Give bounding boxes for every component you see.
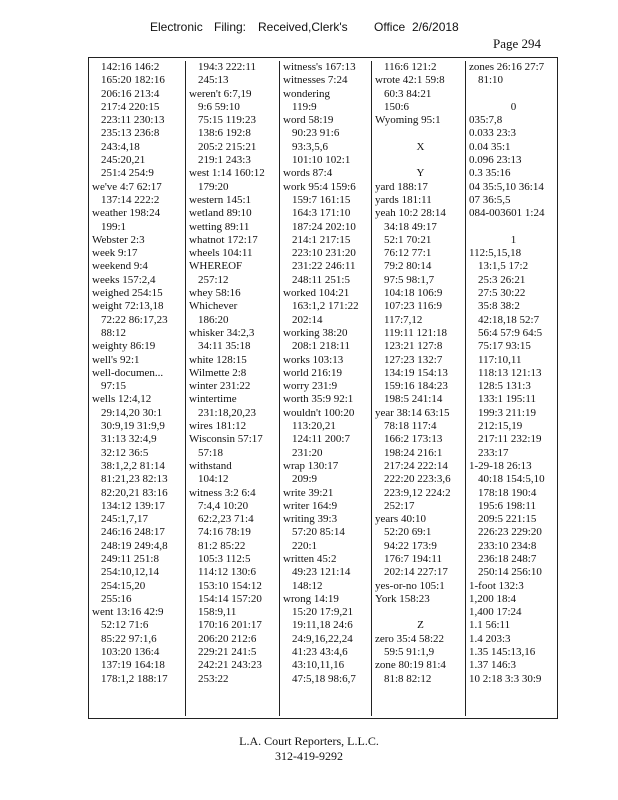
index-entry: world 216:19 — [283, 366, 342, 379]
index-entry: work 95:4 159:6 — [283, 180, 356, 193]
index-entry: 116:6 121:2 — [384, 61, 437, 73]
index-entry: 229:21 241:5 — [198, 646, 257, 659]
index-entry: 245:13 — [198, 74, 229, 87]
index-entry: 231:18,20,23 — [198, 406, 257, 419]
index-entry: 81:8 82:12 — [384, 672, 432, 685]
index-entry: 114:12 130:6 — [198, 566, 256, 579]
index-entry: witness's 167:13 — [283, 61, 356, 73]
index-entry: York 158:23 — [375, 592, 430, 605]
index-entry: wrap 130:17 — [283, 459, 339, 472]
index-entry: 94:22 173:9 — [384, 539, 437, 552]
index-entry: 170:16 201:17 — [198, 619, 262, 632]
index-entry: 93:3,5,6 — [292, 140, 329, 153]
index-entry: weekend 9:4 — [92, 260, 148, 273]
index-entry: 1.4 203:3 — [469, 632, 511, 645]
index-entry — [372, 606, 466, 619]
index-entry: 29:14,20 30:1 — [101, 406, 163, 419]
index-entry: 88:12 — [101, 326, 127, 339]
index-entry: 226:23 229:20 — [478, 526, 542, 539]
index-entry: 103:20 136:4 — [101, 646, 160, 659]
index-entry: 199:3 211:19 — [478, 406, 536, 419]
index-entry: 40:18 154:5,10 — [478, 473, 545, 486]
index-entry: 233:10 234:8 — [478, 539, 537, 552]
index-entry: 154:14 157:20 — [198, 592, 262, 605]
index-entry: 52:20 69:1 — [384, 526, 432, 539]
index-entry: 75:17 93:15 — [478, 340, 531, 353]
index-entry — [372, 154, 466, 167]
index-entry: 242:21 243:23 — [198, 659, 262, 672]
index-entry: 27:5 30:22 — [478, 287, 526, 300]
index-entry: 72:22 86:17,23 — [101, 313, 168, 326]
index-entry: went 13:16 42:9 — [92, 606, 164, 619]
section-letter: Z — [417, 619, 424, 632]
index-entry: 235:13 236:8 — [101, 127, 160, 140]
index-entry: 194:3 222:11 — [198, 61, 256, 73]
section-letter: 0 — [510, 100, 517, 113]
index-entry: Wilmette 2:8 — [189, 366, 247, 379]
index-entry: worth 35:9 92:1 — [283, 393, 354, 406]
index-entry: 084-003601 1:24 — [469, 207, 545, 220]
index-entry: 119:11 121:18 — [384, 326, 448, 339]
index-entry: 219:1 243:3 — [198, 154, 251, 167]
index-entry: 159:7 161:15 — [292, 193, 351, 206]
index-entry: Wyoming 95:1 — [375, 114, 441, 127]
index-entry: 223:10 231:20 — [292, 247, 356, 260]
index-entry: 81:10 — [478, 74, 504, 87]
index-entry: wheels 104:11 — [189, 247, 253, 260]
index-entry: Whichever — [189, 300, 238, 313]
section-letter: X — [416, 140, 425, 153]
index-entry: 243:4,18 — [101, 140, 140, 153]
index-entry: 105:3 112:5 — [198, 552, 251, 565]
index-entry: 124:11 200:7 — [292, 433, 350, 446]
index-entry: years 40:10 — [375, 513, 427, 526]
index-entry: wrote 42:1 59:8 — [375, 74, 445, 87]
index-entry: zone 80:19 81:4 — [375, 659, 446, 672]
index-entry: 137:19 164:18 — [101, 659, 165, 672]
index-entry: whatnot 172:17 — [189, 233, 258, 246]
index-entry: 166:2 173:13 — [384, 433, 443, 446]
index-entry: 248:19 249:4,8 — [101, 539, 168, 552]
index-entry: 9:6 59:10 — [198, 100, 240, 113]
index-entry: 208:1 218:11 — [292, 340, 350, 353]
index-entry: 245:20,21 — [101, 154, 146, 167]
index-entry: 52:1 70:21 — [384, 233, 432, 246]
index-entry: 202:14 — [292, 313, 323, 326]
index-entry: zones 26:16 27:7 — [469, 61, 545, 73]
index-entry: well-documen... — [92, 366, 164, 379]
index-entry: 1,200 18:4 — [469, 592, 517, 605]
index-entry: 118:13 121:13 — [478, 366, 542, 379]
index-entry: 205:2 215:21 — [198, 140, 257, 153]
header-filing: Filing: — [214, 20, 247, 34]
index-entry: 57:18 — [198, 446, 224, 459]
index-entry: weighty 86:19 — [92, 340, 156, 353]
index-entry: 257:12 — [198, 273, 229, 286]
index-entry: 220:1 — [292, 539, 318, 552]
index-entry: 134:19 154:13 — [384, 366, 448, 379]
index-entry: 148:12 — [292, 579, 323, 592]
index-entry: 24:9,16,22,24 — [292, 632, 353, 645]
index-entry: week 9:17 — [92, 247, 138, 260]
index-entry: 128:5 131:3 — [478, 380, 531, 393]
footer-company: L.A. Court Reporters, L.L.C. — [239, 734, 379, 748]
index-entry: wetting 89:11 — [189, 220, 250, 233]
index-entry: 253:22 — [198, 672, 229, 685]
index-entry — [466, 221, 558, 234]
index-entry: 59:5 91:1,9 — [384, 646, 435, 659]
index-entry: 165:20 182:16 — [101, 74, 165, 87]
index-entry: 176:7 194:11 — [384, 552, 442, 565]
index-entry: 49:23 121:14 — [292, 566, 351, 579]
index-entry: 25:3 26:21 — [478, 273, 526, 286]
index-entry — [372, 127, 466, 140]
index-table — [88, 57, 558, 719]
index-entry: 231:20 — [292, 446, 323, 459]
index-entry: 254:15,20 — [101, 579, 146, 592]
index-entry: 107:23 116:9 — [384, 300, 442, 313]
index-entry: 112:5,15,18 — [469, 247, 522, 260]
index-entry: whey 58:16 — [189, 287, 241, 300]
index-entry: 198:24 216:1 — [384, 446, 443, 459]
index-entry: 137:14 222:2 — [101, 193, 160, 206]
index-entry: well's 92:1 — [92, 353, 140, 366]
index-entry: 249:11 251:8 — [101, 552, 159, 565]
index-entry: 75:15 119:23 — [198, 114, 256, 127]
index-entry: 159:16 184:23 — [384, 380, 448, 393]
index-column-5 — [465, 61, 558, 716]
index-entry: 42:18,18 52:7 — [478, 313, 540, 326]
index-entry: withstand — [189, 459, 232, 472]
index-column-1 — [89, 61, 185, 716]
index-entry: witnesses 7:24 — [283, 74, 348, 87]
index-entry: 15:20 17:9,21 — [292, 606, 354, 619]
index-entry: 127:23 132:7 — [384, 353, 443, 366]
index-entry: whisker 34:2,3 — [189, 326, 255, 339]
index-entry: 206:20 212:6 — [198, 632, 257, 645]
index-entry: 209:5 221:15 — [478, 513, 537, 526]
index-entry: 117:7,12 — [384, 313, 423, 326]
index-entry: working 38:20 — [283, 326, 348, 339]
index-entry: 1-29-18 26:13 — [469, 459, 532, 472]
index-entry: 150:6 — [384, 100, 410, 113]
index-entry: wintertime — [189, 393, 237, 406]
header-date: 2/6/2018 — [412, 20, 459, 34]
index-entry: 07 36:5,5 — [469, 193, 511, 206]
index-entry: writer 164:9 — [283, 499, 338, 512]
index-entry: 97:5 98:1,7 — [384, 273, 435, 286]
index-entry: 133:1 195:11 — [478, 393, 536, 406]
index-entry: 1.37 146:3 — [469, 659, 517, 672]
index-entry: 13:1,5 17:2 — [478, 260, 529, 273]
index-entry: 31:13 32:4,9 — [101, 433, 157, 446]
index-entry: 119:9 — [292, 100, 317, 113]
index-entry: 202:14 227:17 — [384, 566, 448, 579]
index-entry: written 45:2 — [283, 552, 337, 565]
index-entry: 74:16 78:19 — [198, 526, 251, 539]
page-number: Page 294 — [493, 36, 542, 51]
index-entry: 178:18 190:4 — [478, 486, 537, 499]
index-column-4 — [371, 61, 466, 716]
index-entry: 195:6 198:11 — [478, 499, 536, 512]
index-entry: 217:4 220:15 — [101, 100, 160, 113]
index-entry: 32:12 36:5 — [101, 446, 149, 459]
index-entry: worked 104:21 — [283, 287, 350, 300]
index-entry: 217:11 232:19 — [478, 433, 542, 446]
index-column-2 — [185, 61, 280, 716]
index-entry: WHEREOF — [189, 260, 243, 273]
index-entry: wondering — [283, 87, 331, 100]
index-entry: 254:10,12,14 — [101, 566, 160, 579]
index-entry: 214:1 217:15 — [292, 233, 351, 246]
index-entry: 0.033 23:3 — [469, 127, 517, 140]
index-entry: 85:22 97:1,6 — [101, 632, 157, 645]
index-entry: 30:9,19 31:9,9 — [101, 420, 165, 433]
index-column-3 — [279, 61, 372, 716]
index-entry: 57:20 85:14 — [292, 526, 345, 539]
index-entry: 246:16 248:17 — [101, 526, 165, 539]
index-entry: 250:14 256:10 — [478, 566, 542, 579]
header-received: Received,Clerk's — [258, 20, 348, 34]
index-entry: 1-foot 132:3 — [469, 579, 524, 592]
index-entry: 255:16 — [101, 592, 132, 605]
index-entry: 212:15,19 — [478, 420, 523, 433]
index-entry: weren't 6:7,19 — [189, 87, 252, 100]
index-entry: 223:9,12 224:2 — [384, 486, 451, 499]
index-entry: yes-or-no 105:1 — [375, 579, 445, 592]
index-entry: 209:9 — [292, 473, 318, 486]
index-entry: year 38:14 63:15 — [375, 406, 450, 419]
index-entry: worry 231:9 — [283, 380, 338, 393]
index-entry: 104:12 — [198, 473, 229, 486]
index-entry: 52:12 71:6 — [101, 619, 149, 632]
index-entry: 153:10 154:12 — [198, 579, 262, 592]
index-entry: 38:1,2,2 81:14 — [101, 459, 165, 472]
index-entry: 164:3 171:10 — [292, 207, 351, 220]
index-entry: yards 181:11 — [375, 193, 432, 206]
index-entry: words 87:4 — [283, 167, 333, 180]
index-entry: white 128:15 — [189, 353, 247, 366]
index-entry: 252:17 — [384, 499, 415, 512]
index-entry: wetland 89:10 — [189, 207, 252, 220]
index-entry: 0.096 23:13 — [469, 154, 522, 167]
index-entry: 10 2:18 3:3 30:9 — [469, 672, 542, 685]
index-entry: 231:22 246:11 — [292, 260, 356, 273]
index-entry: 81:21,23 82:13 — [101, 473, 168, 486]
index-entry: works 103:13 — [283, 353, 344, 366]
index-entry: yard 188:17 — [375, 180, 428, 193]
index-entry: witness 3:2 6:4 — [189, 486, 256, 499]
index-entry: 79:2 80:14 — [384, 260, 432, 273]
index-entry: 1.35 145:13,16 — [469, 646, 536, 659]
index-entry: 223:11 230:13 — [101, 114, 165, 127]
index-entry: 035:7,8 — [469, 114, 503, 127]
index-entry: 47:5,18 98:6,7 — [292, 672, 356, 685]
index-entry: 1,400 17:24 — [469, 606, 522, 619]
index-entry: 35:8 38:2 — [478, 300, 520, 313]
index-entry: 117:10,11 — [478, 353, 522, 366]
section-letter: 1 — [510, 233, 517, 246]
index-entry: 76:12 77:1 — [384, 247, 432, 260]
index-entry: weighed 254:15 — [92, 287, 163, 300]
index-entry: 60:3 84:21 — [384, 87, 432, 100]
index-entry: 163:1,2 171:22 — [292, 300, 359, 313]
index-entry: we've 4:7 62:17 — [92, 180, 162, 193]
index-entry: 104:18 106:9 — [384, 287, 443, 300]
index-entry: 41:23 43:4,6 — [292, 646, 348, 659]
index-entry: 81:2 85:22 — [198, 539, 246, 552]
index-entry: 78:18 117:4 — [384, 420, 437, 433]
index-entry: 56:4 57:9 64:5 — [478, 326, 543, 339]
index-entry: word 58:19 — [283, 114, 334, 127]
index-entry: weather 198:24 — [92, 207, 161, 220]
index-entry: 34:11 35:18 — [198, 340, 251, 353]
index-entry: 251:4 254:9 — [101, 167, 154, 180]
index-entry: 206:16 213:4 — [101, 87, 160, 100]
index-entry: 245:1,7,17 — [101, 513, 149, 526]
index-entry: 178:1,2 188:17 — [101, 672, 168, 685]
index-entry: western 145:1 — [189, 193, 252, 206]
index-entry: 179:20 — [198, 180, 229, 193]
index-entry: 134:12 139:17 — [101, 499, 165, 512]
index-entry: 138:6 192:8 — [198, 127, 251, 140]
index-entry: 90:23 91:6 — [292, 127, 340, 140]
index-entry: 187:24 202:10 — [292, 220, 356, 233]
index-entry: wrong 14:19 — [283, 592, 339, 605]
index-entry: weeks 157:2,4 — [92, 273, 156, 286]
index-entry: 0.04 35:1 — [469, 140, 511, 153]
index-entry: 43:10,11,16 — [292, 659, 345, 672]
index-entry: 19:11,18 24:6 — [292, 619, 353, 632]
index-entry: 248:11 251:5 — [292, 273, 350, 286]
index-entry: Webster 2:3 — [92, 233, 145, 246]
index-entry: 0.3 35:16 — [469, 167, 511, 180]
index-entry: 123:21 127:8 — [384, 340, 443, 353]
index-entry: 82:20,21 83:16 — [101, 486, 168, 499]
index-entry: 97:15 — [101, 380, 127, 393]
index-entry: 198:5 241:14 — [384, 393, 443, 406]
header-office: Office — [374, 20, 406, 34]
index-entry: 7:4,4 10:20 — [198, 499, 249, 512]
index-entry: Wisconsin 57:17 — [189, 433, 263, 446]
index-entry: wires 181:12 — [189, 420, 247, 433]
index-entry: 142:16 146:2 — [101, 61, 160, 73]
section-letter: Y — [416, 167, 425, 180]
index-entry: winter 231:22 — [189, 380, 251, 393]
index-entry: 186:20 — [198, 313, 229, 326]
index-entry: 113:20,21 — [292, 420, 336, 433]
index-entry: 158:9,11 — [198, 606, 237, 619]
index-entry: 04 35:5,10 36:14 — [469, 180, 544, 193]
index-entry: 233:17 — [478, 446, 509, 459]
index-entry: write 39:21 — [283, 486, 334, 499]
index-entry: yeah 10:2 28:14 — [375, 207, 446, 220]
index-entry: 222:20 223:3,6 — [384, 473, 451, 486]
index-entry: west 1:14 160:12 — [189, 167, 265, 180]
index-entry: 101:10 102:1 — [292, 154, 351, 167]
index-entry: 62:2,23 71:4 — [198, 513, 254, 526]
header-electronic: Electronic — [150, 20, 203, 34]
index-entry — [466, 88, 558, 101]
index-entry: 236:18 248:7 — [478, 552, 537, 565]
index-entry: wells 12:4,12 — [92, 393, 152, 406]
index-entry: weight 72:13,18 — [92, 300, 164, 313]
index-entry: 1.1 56:11 — [469, 619, 511, 632]
index-entry: 34:18 49:17 — [384, 220, 437, 233]
index-entry: 199:1 — [101, 220, 127, 233]
index-entry: 217:24 222:14 — [384, 459, 448, 472]
index-entry: wouldn't 100:20 — [283, 406, 355, 419]
footer-phone: 312-419-9292 — [275, 749, 343, 763]
index-entry: writing 39:3 — [283, 513, 338, 526]
index-entry: zero 35:4 58:22 — [375, 632, 445, 645]
